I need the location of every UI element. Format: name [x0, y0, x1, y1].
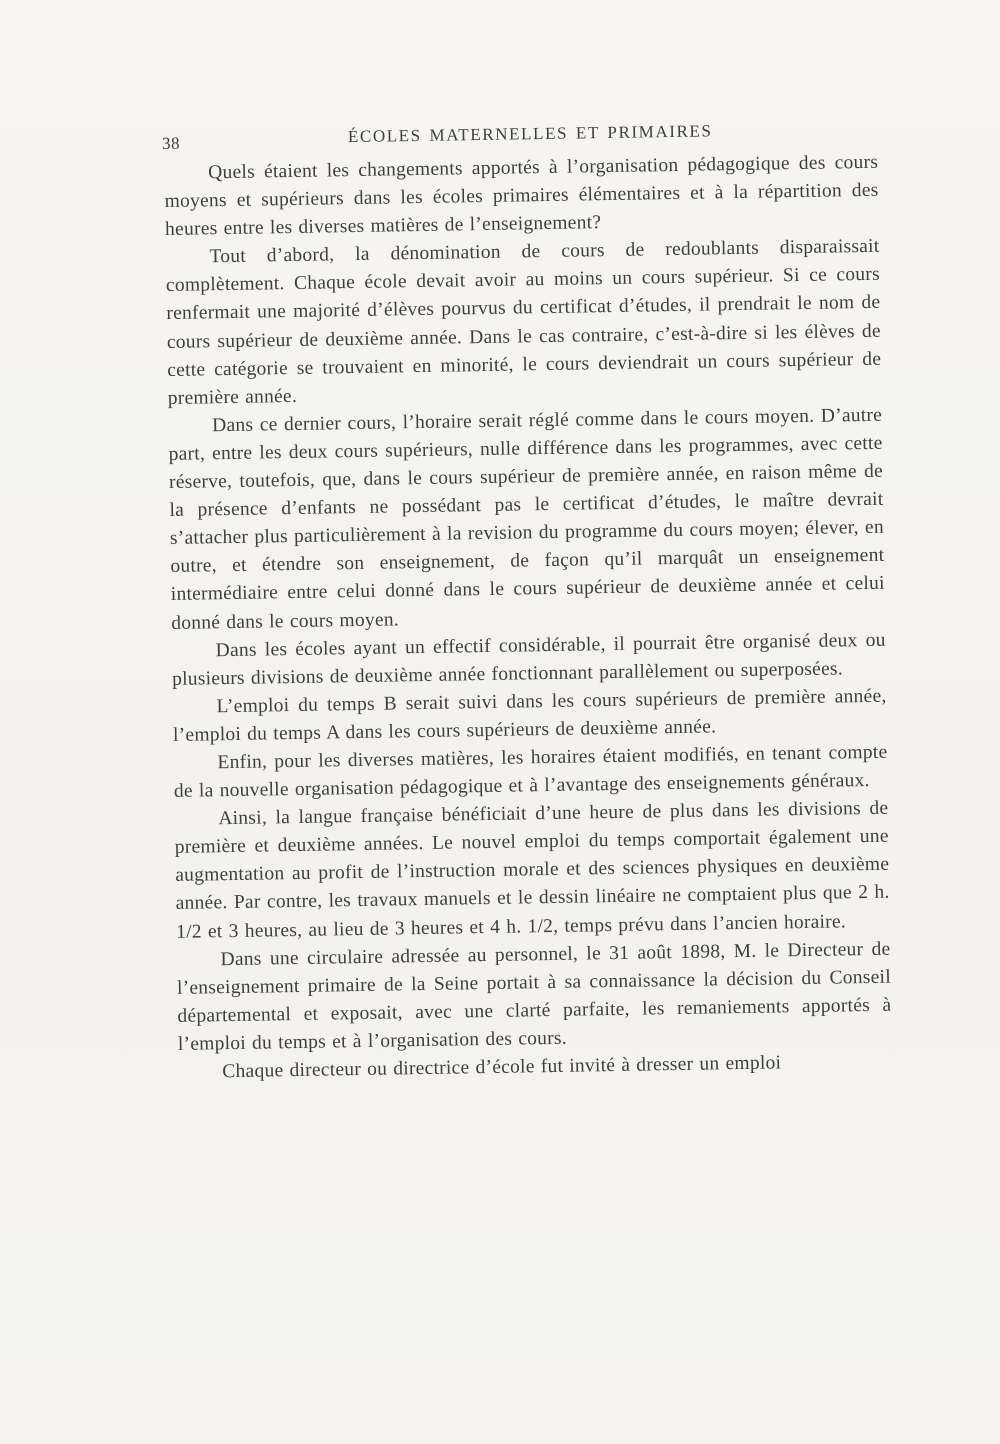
paragraph: Chaque directeur ou directrice d’école fut invité à dresser un emploi	[222, 1052, 782, 1083]
paragraph: Enfin, pour les diverses matières, les horaires étaient modifiés, en tenant compte de la nouvelle organisation pédagogique et à l’avantage des enseignements généraux.	[173, 741, 888, 802]
body-text	[164, 149, 892, 1087]
paragraph: L’emploi du temps B serait suivi dans les cours supérieurs de première année, l’emploi du temps A dans les cours supérieurs de deuxième année.	[172, 685, 887, 746]
running-head: ÉCOLES MATERNELLES ET PRIMAIRES	[347, 121, 713, 147]
page-number: 38	[161, 133, 181, 153]
paragraph: Ainsi, la langue française bénéficiait d’une heure de plus dans les divisions de première et deuxième années. Le nouvel emploi du temps comportait également une augmentation au profit de l’instruction morale et des sciences physiques en deuxième année. Par contre, les travaux manuels et le dessin linéaire ne comptaient plus que 2 h. 1/2 et 3 heures, au lieu de 3 heures et 4 h. 1/2, temps prévu dans l’ancien horaire.	[174, 797, 890, 943]
paragraph: Dans une circulaire adressée au personnel, le 31 août 1898, M. le Directeur de l’enseignement primaire de la Seine portait à sa connaissance la décision du Conseil départemental et exposait, avec une clarté parfaite, les remaniements apportés à l’emploi du temps et à l’organisation des cours.	[176, 938, 892, 1055]
paragraph: Tout d’abord, la dénomination de cours de redoublants disparaissait complètement. Chaque école devait avoir au moins un cours supérieur. Si ce cours renfermait une majorité d’élèves pourvus du certificat d’études, il prendrait le nom de cours supérieur de deuxième année. Dans le cas contraire, c’est-à-dire si les élèves de cette catégorie se trouvaient en minorité, le cours deviendrait un cours supérieur de première année.	[165, 236, 882, 409]
paragraph: Dans les écoles ayant un effectif considérable, il pourrait être organisé deux ou plusieurs divisions de deuxième année fonctionnant parallèlement ou superposées.	[171, 629, 886, 690]
paragraph: Dans ce dernier cours, l’horaire serait réglé comme dans le cours moyen. D’autre part, entre les deux cours supérieurs, nulle différence dans les programmes, avec cette réserve, toutefois, que, dans le cours supérieur de première année, en raison même de la présence d’enfants ne possédant pas le certificat d’études, le maître devrait s’attacher plus particulièrement à la revision du programme du cours moyen; élever, en outre, et étendre son enseignement, de façon qu’il marquât un enseignement intermédiaire entre celui donné dans le cours supérieur de deuxième année et celui donné dans le cours moyen.	[168, 404, 885, 634]
paragraph: Quels étaient les changements apportés à l’organisation pédagogique des cours moyens et supérieurs dans les écoles primaires élémentaires et à la répartition des heures entre les diverses matières de l’enseignement?	[164, 151, 879, 241]
